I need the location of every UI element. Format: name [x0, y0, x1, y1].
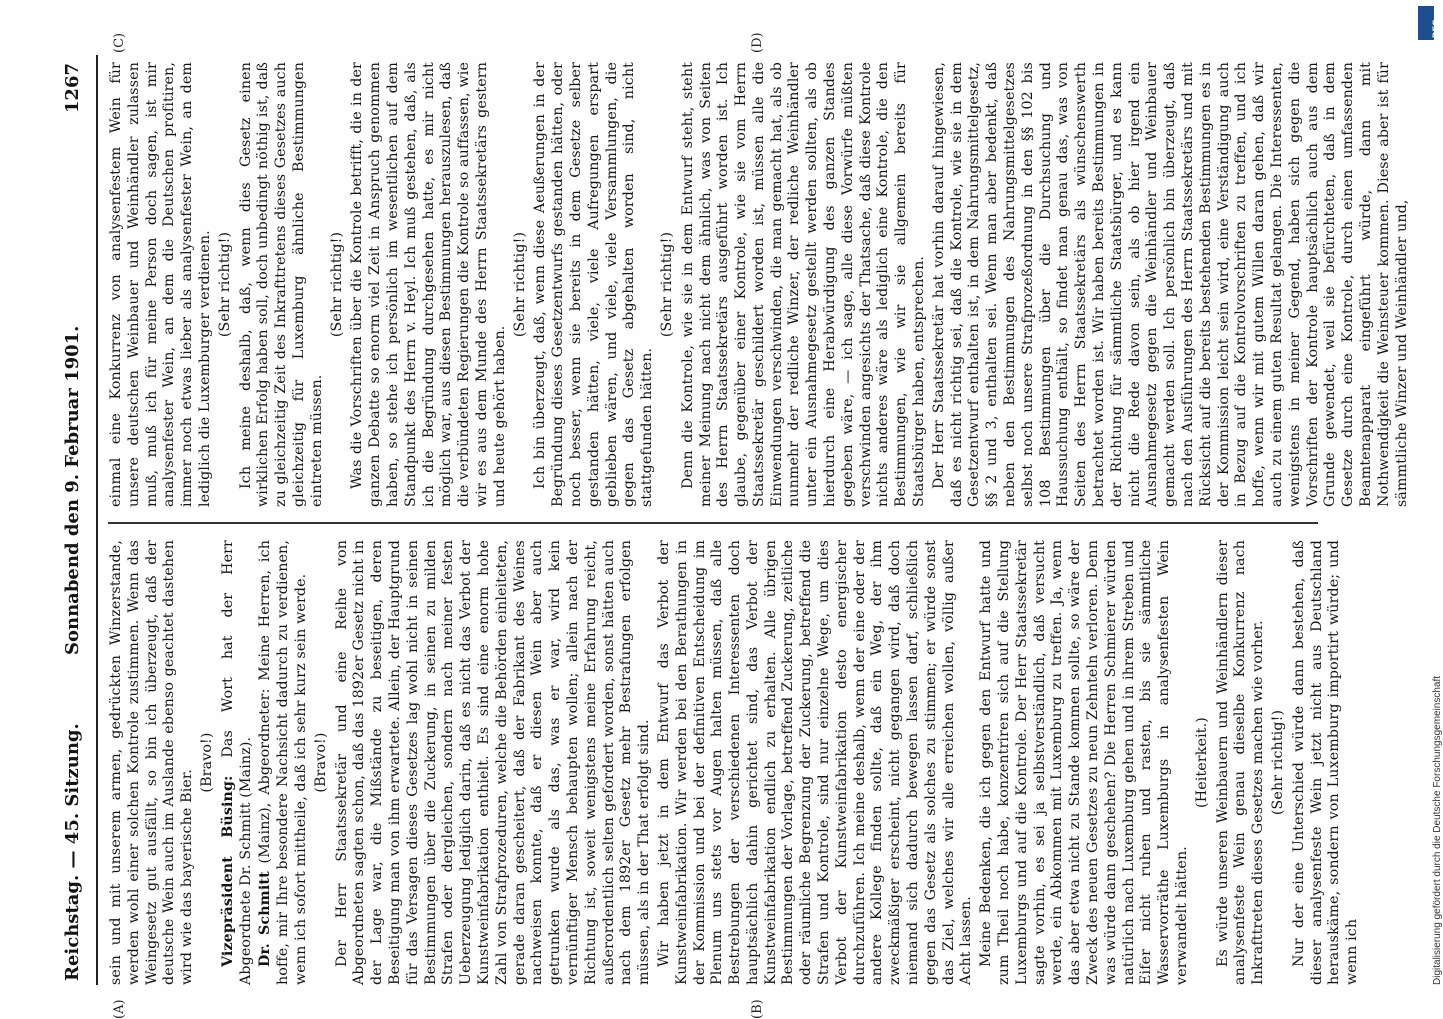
reaction: (Sehr richtig!) [328, 231, 345, 338]
right-column [108, 62, 1410, 507]
reaction: (Bravo!) [198, 732, 215, 793]
reaction: (Sehr richtig!) [1270, 709, 1286, 816]
speaker-paragraph [257, 540, 310, 985]
paragraph: Meine Bedenken, die ich gegen den Entwurf hatte und zum Theil noch habe, konzentriren sich auf die Stellung Luxemburgs und auf die Kontrole. Der Herr Staatssekretär sagte vorhin, es sei ja selbstverständlich, daß versucht werde, ein Abkommen mit Luxemburg zu treffen. Ja, wenn das aber etwa nicht zu Stande kommen sollte, so wäre der Zweck des neuen Gesetzes zu neun Zehnteln verloren. Denn was würde dann geschehen? Die Herren Schmierer würden natürlich nach Luxemburg gehen und in ihrem Streben und Eifer nicht ruhen und rasten, bis sie sämmtliche Wasservorräthe Luxemburgs in analysenfesten Wein verwandelt hätten. [978, 540, 1191, 985]
speaker-name: Vizepräsident Büsing: [219, 775, 236, 967]
paragraph: einmal eine Konkurrenz von analysenfestem Wein für unsere deutschen Weinbauer und Weinhändler zulassen muß, muß ich für meine Person doch sagen, ist mir analysenfester Wein, an dem die Deutschen profitiren, immer noch etwas lieber als analysenfester Wein, an dem lediglich die Luxemburger verdienen. [108, 62, 213, 507]
paragraph: Der Herr Staatssekretär und eine Reihe von Abgeordneten sagten schon, daß das 1892er Gesetz nicht in der Lage war, die Mißstände zu beseitigen, deren Beseitigung man von ihm erwartete. Allein, der Hauptgrund für das Versagen dieses Gesetzes lag wohl nicht in seinen Bestimmungen über die Zuckerung, in seinen zu milden Strafen oder dergleichen, sondern nach meiner festen Ueberzeugung lediglich darin, daß es nicht das Verbot der Kunstweinfabrikation enthielt. Es sind eine enorm hohe Zahl von Strafprozeduren, welche die Behörden einleiteten, gerade daran gescheitert, daß der Fabrikant des Weines nachweisen konnte, daß er diesen Wein aber auch getrunken wurde als das, was er war, wird kein vernünftiger Mensch behaupten wollen; allein nach der Richtung ist, soweit wenigstens meine Erfahrung reicht, außerordentlich selten gefordert worden, sonst hätten auch nach dem 1892er Gesetz mehr Bestrafungen erfolgen müssen, als in der That erfolgt sind. [333, 540, 653, 985]
header-session: Reichstag. — 45. Sitzung. [62, 723, 83, 981]
left-column [108, 540, 1361, 985]
paragraph: Ich bin überzeugt, daß, wenn diese Aeußerungen in der Begründung dieses Gesetzentwurfs gestanden hätten, oder noch besser, wenn sie bereits in dem Gesetze selber gestanden hätten, viele, viele Aufregungen erspart geblieben wären, und viele, viele Versammlungen, die gegen das Gesetz abgehalten worden sind, nicht stattgefunden hätten. [532, 62, 656, 507]
reaction: (Heiterkeit.) [1193, 717, 1210, 808]
digitization-credit-text: Digitalisierung gefördert durch die Deutsche Forschungsgemeinschaft [1432, 675, 1443, 985]
reaction: (Sehr richtig!) [511, 231, 528, 338]
column-divider [108, 523, 1318, 525]
header-date: Sonnabend den 9. Februar 1901. [62, 325, 83, 655]
page-number: 1267 [62, 63, 83, 114]
paragraph: Denn die Kontrole, wie sie in dem Entwurf steht, steht meiner Meinung nach nicht dem ähnlich, was von Seiten des Herrn Staatssekretärs ausgeführt worden ist. Ich glaube, gegenüber einer Kontrole, wie sie vom Herrn Staatssekretär geschildert worden ist, müssen alle die Einwendungen verschwinden, die man gemacht hat, als ob nunmehr der redliche Winzer, der redliche Weinhändler unter ein Ausnahmegesetz gestellt werden sollten, als ob hierdurch eine Herabwürdigung des ganzen Standes gegeben wäre, — ich sage, alle diese Vorwürfe müßten verschwinden angesichts der Thatsache, daß diese Kontrole nichts anderes wäre als lediglich eine Kontrole, die den Bestimmungen, wie wir sie allgemein bereits für Staatsbürger haben, entsprechen. [679, 62, 928, 507]
marker-c: (C) [112, 32, 127, 53]
marker-b: (B) [750, 999, 765, 1019]
paragraph-text: (Mainz), Abgeordneter: Meine Herren, ich hoffe, mir Ihre besondere Nachsicht dadurch zu verdienen, wenn ich sofort mittheile, daß ich sehr kurz sein werde. [257, 540, 309, 985]
header-rule [96, 55, 98, 985]
page-header [50, 55, 94, 985]
paragraph: Ich meine deshalb, daß, wenn dies Gesetz einen wirklichen Erfolg haben soll, doch unbedingt nöthig ist, daß zu gleichzeitig Zeit des Inkrafttretens dieses Gesetzes auch gleichzeitig für Luxemburg ähnliche Bestimmungen eintreten müssen. [237, 62, 325, 507]
paragraph: sein und mit unserem armen, gedrückten Winzerstande, werden wohl einer solchen Kontrole zustimmen. Wenn das Weingesetz gut ausfällt, so bin ich überzeugt, daß der deutsche Wein auch im Auslande ebenso geachtet dastehen wird wie das bayerische Bier. [108, 540, 196, 985]
speaker-name: Dr. Schmitt [257, 871, 274, 967]
paragraph: Was die Vorschriften über die Kontrole betrifft, die in der ganzen Debatte so enorm viel Zeit in Anspruch genommen haben, so stehe ich persönlich im wesentlichen auf dem Standpunkt des Herrn v. Heyl. Ich muß gestehen, daß, als ich die Begründung durchgesehen hatte, es mir nicht möglich war, aus diesen Bestimmungen herauszulesen, daß die verbündeten Regierungen die Kontrole so auffassen, wie wir es aus dem Munde des Herrn Staatssekretärs gestern und heute gehört haben. [349, 62, 508, 507]
dfg-logo-text: DFG [1431, 19, 1441, 38]
marker-a: (A) [112, 999, 127, 1019]
paragraph: Der Herr Staatssekretär hat vorhin darauf hingewiesen, daß es nicht richtig sei, daß die Kontrole, wie sie in dem Gesetzentwurf enthalten ist, in dem Nahrungsmittelgesetz, §§ 2 und 3, enthalten sei. Wenn man aber bedenkt, daß neben den Bestimmungen des Nahrungsmittelgesetzes selbst noch unsere Strafprozeßordnung in den §§ 102 bis 108 Bestimmungen über die Durchsuchung und Haussuchung enthält, so findet man genau das, was von Seiten des Herrn Staatssekretärs als wünschenswerth betrachtet worden ist. Wir haben bereits Bestimmungen in der Richtung für sämmtliche Staatsbürger, und es kann nicht die Rede davon sein, als ob hier irgend ein Ausnahmegesetz gegen die Weinhändler und Weinbauer gemacht werden soll. Ich persönlich bin überzeugt, daß nach den Ausführungen des Herrn Staatssekretärs und mit Rücksicht auf die bereits bestehenden Bestimmungen es in der Kommission leicht sein wird, eine Verständigung auch in Bezug auf die Kontrolvorschriften zu treffen, und ich hoffe, wenn wir mit gutem Willen daran gehen, daß wir auch zu einem guten Resultat gelangen. Die Interessenten, wenigstens in meiner Gegend, haben sich gegen die Vorschriften der Kontrole hauptsächlich auch aus dem Grunde gewendet, weil sie befürchteten, daß in dem Gesetze durch eine Kontrole, durch einen umfassenden Beamtenapparat eingeführt würde, dann mit Nothwendigkeit die Weinsteuer kommen. Diese aber ist für sämmtliche Winzer und Weinhändler und, [930, 62, 1410, 507]
paragraph: Wir haben jetzt in dem Entwurf das Verbot der Kunstweinfabrikation. Wir werden bei den Berathungen in der Kommission und bei der definitiven Entscheidung im Plenum uns stets vor Augen halten müssen, daß alle Bestrebungen der verschiedenen Interessenten doch hauptsächlich dahin gerichtet sind, das Verbot der Kunstweinfabrikation endlich zu erhalten. Alle übrigen Bestimmungen der Vorlage, betreffend Zuckerung, zeitliche oder räumliche Begrenzung der Zuckerung, betreffend die Strafen und Kontrole, sind nur einzelne Wege, um dies Verbot der Kunstweinfabrikation desto energischer durchzuführen. Ich meine deshalb, wenn der eine oder der andere Kollege finden sollte, daß ein Weg, der ihm zweckmäßiger erscheint, nicht gegangen wird, daß doch niemand sich dadurch bewegen lassen darf, schließlich gegen das Gesetz als solches zu stimmen; er würde sonst das Ziel, welches wir alle erreichen wollen, völlig außer Acht lassen. [655, 540, 975, 985]
rotated-newspaper-page [50, 32, 1410, 1019]
paragraph-text: Das Wort hat der Herr Abgeordnete Dr. Schmitt (Mainz). [219, 540, 254, 985]
reaction: (Sehr richtig!) [658, 231, 675, 338]
speaker-paragraph [220, 540, 256, 985]
paragraph: Es würde unseren Weinbauern und Weinhändlern dieser analysenfeste Wein genau dieselbe Konkurrenz nach Inkrafttreten dieses Gesetzes machen wie vorher. [1214, 540, 1267, 985]
marker-d: (D) [750, 32, 765, 53]
reaction: (Sehr richtig!) [216, 231, 233, 338]
reaction: (Bravo!) [312, 732, 329, 793]
paragraph: Nur der eine Unterschied würde dann bestehen, daß dieser analysenfeste Wein jetzt nicht aus Deutschland herauskäme, sondern von Luxemburg importirt würde; und wenn ich [1290, 540, 1361, 985]
